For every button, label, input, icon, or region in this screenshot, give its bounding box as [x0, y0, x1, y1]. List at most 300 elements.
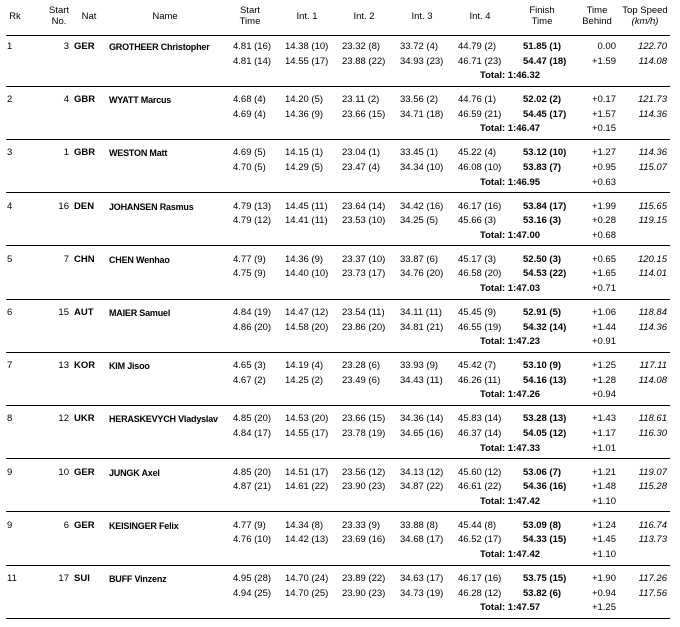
header-int1: Int. 1: [296, 11, 318, 22]
row-divider: [6, 511, 670, 512]
nation: KOR: [74, 360, 96, 372]
top-speed: 116.30: [638, 428, 667, 439]
athlete-name: WESTON Matt: [109, 148, 168, 159]
total-time: [480, 282, 576, 296]
time-behind: +1.06: [591, 307, 616, 318]
row-divider: [6, 299, 670, 300]
table-header: [0, 3, 680, 33]
top-speed: 116.74: [638, 519, 667, 531]
top-speed: 121.73: [637, 94, 667, 106]
table-row: [0, 146, 680, 160]
int4: 45.60 (12): [458, 466, 502, 478]
int3: 34.93 (23): [400, 55, 444, 67]
int4: 44.76 (1): [458, 94, 497, 106]
rank: 9: [7, 519, 13, 531]
time-behind: +1.44: [591, 321, 616, 333]
time-behind: +0.94: [591, 587, 616, 599]
table-row: [0, 519, 680, 533]
total-time: [480, 176, 576, 190]
int2: 23.88 (22): [342, 55, 386, 67]
int1: 14.45 (11): [285, 200, 328, 212]
total-label: Total:: [480, 495, 506, 507]
total-time-behind: +0.71: [591, 283, 616, 294]
table-row: [0, 321, 680, 335]
top-speed: 114.08: [638, 55, 667, 67]
table-row: [0, 93, 680, 107]
row-divider: [6, 565, 670, 566]
int4: 46.58 (20): [458, 268, 502, 280]
int3: 34.81 (21): [400, 321, 444, 333]
int1: 14.55 (17): [285, 55, 329, 67]
int4: 46.55 (19): [458, 321, 502, 333]
start-time: 4.75 (9): [233, 268, 266, 280]
start-time: 4.85 (20): [233, 466, 272, 478]
start-number: 12: [58, 413, 69, 425]
int1: 14.58 (20): [285, 321, 329, 333]
total-row: [0, 548, 680, 562]
finish-time: 53.28 (13): [523, 413, 567, 425]
start-number: 6: [63, 519, 69, 531]
int4: 44.79 (2): [458, 41, 497, 52]
total-row: [0, 229, 680, 243]
total-time: [480, 229, 576, 243]
start-time: 4.77 (9): [233, 519, 266, 531]
start-time: 4.68 (4): [233, 94, 266, 106]
total-time-behind: +1.10: [591, 495, 616, 507]
start-time: 4.69 (5): [233, 147, 266, 159]
table-row: [0, 533, 680, 547]
int3: 34.63 (17): [400, 573, 444, 584]
int1: 14.25 (2): [285, 374, 324, 386]
int1: 14.47 (12): [285, 307, 329, 318]
header-finish-line1: Finish: [529, 5, 555, 16]
int2: 23.47 (4): [342, 162, 381, 173]
header-speed-line2: (km/h): [631, 16, 659, 27]
athlete-name: BUFF Vinzenz: [109, 574, 167, 584]
top-speed: 114.08: [638, 374, 667, 386]
int4: 45.66 (3): [458, 215, 497, 227]
table-row: [0, 267, 680, 281]
rank: 3: [7, 147, 13, 159]
int3: 34.68 (17): [400, 534, 444, 546]
time-behind: +0.28: [591, 215, 616, 227]
row-divider: [6, 352, 670, 353]
athlete-name: KEISINGER Felix: [109, 520, 179, 531]
total-time: [480, 442, 576, 456]
total-time-behind: +0.91: [591, 336, 616, 348]
top-speed: 122.70: [637, 41, 667, 52]
int1: 14.70 (24): [285, 573, 329, 584]
row-divider: [6, 86, 670, 87]
table-row: [0, 40, 680, 54]
nation: GER: [74, 466, 95, 478]
total-row: [0, 442, 680, 456]
int2: 23.56 (12): [342, 466, 386, 478]
rank: 1: [7, 41, 13, 52]
header-start-time: [230, 5, 270, 27]
total-row: [0, 69, 680, 83]
int4: 46.71 (23): [458, 55, 502, 67]
total-label: Total:: [480, 283, 506, 294]
rank: 8: [7, 413, 13, 425]
int3: 33.45 (1): [400, 147, 439, 159]
finish-time: 53.09 (8): [523, 519, 562, 531]
start-number: 1: [63, 147, 69, 159]
int1: 14.36 (9): [285, 253, 324, 265]
int3: 34.76 (20): [400, 268, 444, 280]
finish-time: 54.45 (17): [523, 108, 567, 120]
int2: 23.28 (6): [342, 360, 381, 372]
table-row: [0, 466, 680, 480]
total-time-behind: +0.94: [591, 389, 616, 401]
start-time: 4.87 (21): [233, 481, 272, 493]
start-time: 4.81 (16): [233, 41, 272, 52]
athlete-name: GROTHEER Christopher: [109, 42, 210, 52]
int3: 33.88 (8): [400, 519, 439, 531]
finish-time: 54.36 (16): [523, 481, 567, 493]
header-start-no-line2: No.: [51, 16, 67, 27]
row-divider: [6, 139, 670, 140]
total-time: [480, 548, 576, 562]
int1: 14.55 (17): [285, 428, 329, 439]
header-finish-time: [520, 5, 564, 27]
int2: 23.64 (14): [342, 200, 386, 212]
header-rk: Rk: [9, 11, 21, 22]
int2: 23.90 (23): [342, 481, 386, 493]
top-speed: 115.07: [638, 162, 667, 173]
int4: 46.26 (11): [458, 374, 501, 386]
int1: 14.70 (25): [285, 587, 329, 599]
header-nat: Nat: [81, 11, 97, 22]
table-row: [0, 161, 680, 175]
top-speed: 119.15: [638, 215, 667, 227]
finish-time: 54.32 (14): [523, 321, 567, 333]
table-row: [0, 55, 680, 69]
finish-time: 53.75 (15): [523, 573, 567, 584]
total-time-behind: +0.68: [591, 229, 616, 241]
time-behind: +1.90: [591, 573, 616, 584]
int1: 14.34 (8): [285, 519, 324, 531]
total-time-behind: +0.63: [591, 176, 616, 188]
finish-time: 52.91 (5): [523, 307, 562, 318]
nation: SUI: [74, 573, 90, 584]
finish-time: 53.83 (7): [523, 162, 562, 173]
table-row: [0, 480, 680, 494]
athlete-name: JUNGK Axel: [109, 467, 160, 478]
finish-time: 52.50 (3): [523, 253, 562, 265]
header-finish-line2: Time: [531, 16, 553, 27]
int2: 23.32 (8): [342, 41, 381, 52]
total-time-behind: +1.10: [591, 549, 616, 560]
table-row: [0, 374, 680, 388]
start-time: 4.67 (2): [233, 374, 266, 386]
athlete-name: MAIER Samuel: [109, 308, 171, 318]
table-row: [0, 306, 680, 320]
header-start-time-line1: Start: [239, 5, 261, 16]
total-label: Total:: [480, 229, 506, 241]
total-value: 1:47.57: [507, 602, 541, 614]
finish-time: 52.02 (2): [523, 94, 562, 106]
total-time-behind: +1.01: [591, 442, 616, 454]
int1: 14.19 (4): [285, 360, 324, 372]
int4: 45.22 (4): [458, 147, 497, 159]
int2: 23.37 (10): [342, 253, 386, 265]
int2: 23.53 (10): [342, 215, 386, 227]
finish-time: 53.12 (10): [523, 147, 567, 159]
total-row: [0, 335, 680, 349]
total-value: 1:47.33: [507, 442, 541, 454]
header-time-behind: [576, 5, 618, 27]
total-value: 1:47.26: [507, 389, 541, 401]
finish-time: 53.16 (3): [523, 215, 562, 227]
finish-time: 53.10 (9): [523, 360, 562, 372]
int4: 46.17 (16): [458, 573, 502, 584]
int4: 45.17 (3): [458, 253, 497, 265]
rank: 4: [7, 200, 13, 212]
int4: 45.44 (8): [458, 519, 497, 531]
total-value: 1:47.42: [507, 495, 541, 507]
start-time: 4.95 (28): [233, 573, 272, 584]
finish-time: 51.85 (1): [523, 41, 562, 52]
start-time: 4.77 (9): [233, 253, 266, 265]
int2: 23.33 (9): [342, 519, 381, 531]
time-behind: +0.17: [591, 94, 616, 106]
top-speed: 118.84: [638, 307, 667, 318]
header-start-no: [44, 5, 74, 27]
int3: 34.11 (11): [400, 307, 442, 318]
int1: 14.36 (9): [285, 108, 324, 120]
int4: 46.08 (10): [458, 162, 502, 173]
nation: UKR: [74, 413, 95, 425]
time-behind: +1.24: [591, 519, 616, 531]
int2: 23.86 (20): [342, 321, 386, 333]
table-row: [0, 359, 680, 373]
start-number: 10: [58, 466, 69, 478]
int4: 45.42 (7): [458, 360, 497, 372]
total-time: [480, 388, 576, 402]
int4: 45.83 (14): [458, 413, 502, 425]
int1: 14.41 (11): [285, 215, 328, 227]
total-value: 1:46.95: [507, 176, 541, 188]
int1: 14.29 (5): [285, 162, 324, 173]
table-row: [0, 412, 680, 426]
top-speed: 114.36: [638, 147, 667, 159]
int2: 23.73 (17): [342, 268, 386, 280]
rank: 7: [7, 360, 13, 372]
finish-time: 54.33 (15): [523, 534, 567, 546]
int2: 23.89 (22): [342, 573, 386, 584]
top-speed: 114.36: [638, 321, 667, 333]
int3: 34.65 (16): [400, 428, 444, 439]
time-behind: +1.48: [591, 481, 616, 493]
start-time: 4.79 (12): [233, 215, 272, 227]
total-value: 1:46.47: [507, 123, 541, 135]
top-speed: 114.36: [638, 108, 667, 120]
time-behind: +0.65: [591, 253, 616, 265]
row-divider: [6, 192, 670, 193]
int3: 34.87 (22): [400, 481, 444, 493]
table-row: [0, 200, 680, 214]
rank: 9: [7, 466, 13, 478]
table-row: [0, 253, 680, 267]
start-time: 4.79 (13): [233, 200, 272, 212]
nation: GBR: [74, 147, 96, 159]
start-time: 4.84 (19): [233, 307, 272, 318]
rank: 5: [7, 253, 13, 265]
int2: 23.54 (11): [342, 307, 385, 318]
start-number: 3: [63, 41, 69, 52]
int1: 14.38 (10): [285, 41, 329, 52]
header-name: Name: [152, 11, 178, 22]
int3: 34.43 (11): [400, 374, 443, 386]
int3: 33.72 (4): [400, 41, 439, 52]
int2: 23.66 (15): [342, 108, 386, 120]
int1: 14.15 (1): [285, 147, 324, 159]
start-number: 15: [58, 307, 69, 318]
top-speed: 115.28: [638, 481, 667, 493]
total-value: 1:47.23: [507, 336, 541, 348]
start-time: 4.69 (4): [233, 108, 266, 120]
top-speed: 118.61: [638, 413, 667, 425]
total-label: Total:: [480, 176, 506, 188]
start-time: 4.81 (14): [233, 55, 272, 67]
table-row: [0, 587, 680, 601]
int2: 23.69 (16): [342, 534, 386, 546]
start-time: 4.70 (5): [233, 162, 266, 173]
total-time-behind: +1.25: [591, 602, 616, 614]
top-speed: 120.15: [637, 253, 667, 265]
total-time: [480, 335, 576, 349]
int2: 23.78 (19): [342, 428, 386, 439]
int4: 46.37 (14): [458, 428, 502, 439]
start-number: 7: [63, 253, 69, 265]
finish-time: 54.53 (22): [523, 268, 567, 280]
top-speed: 117.26: [638, 573, 667, 584]
athlete-name: HERASKEVYCH Vladyslav: [109, 414, 218, 425]
total-time: [480, 495, 576, 509]
nation: CHN: [74, 253, 95, 265]
header-start-time-line2: Time: [239, 16, 261, 27]
total-label: Total:: [480, 336, 506, 348]
int3: 34.25 (5): [400, 215, 439, 227]
int4: 46.59 (21): [458, 108, 502, 120]
finish-time: 53.84 (17): [523, 200, 567, 212]
top-speed: 117.11: [639, 360, 667, 372]
int3: 34.34 (10): [400, 162, 444, 173]
total-time: [480, 122, 576, 136]
total-row: [0, 282, 680, 296]
total-row: [0, 388, 680, 402]
header-start-no-line1: Start: [48, 5, 70, 16]
int3: 33.87 (6): [400, 253, 439, 265]
total-value: 1:46.32: [507, 70, 541, 82]
nation: DEN: [74, 200, 95, 212]
total-label: Total:: [480, 549, 506, 560]
int1: 14.40 (10): [285, 268, 329, 280]
int2: 23.11 (2): [342, 94, 380, 106]
athlete-name: CHEN Wenhao: [109, 254, 170, 265]
header-divider: [6, 35, 670, 36]
table-row: [0, 214, 680, 228]
time-behind: +1.28: [591, 374, 616, 386]
finish-time: 54.47 (18): [523, 55, 567, 67]
top-speed: 119.07: [638, 466, 667, 478]
start-number: 4: [63, 94, 69, 106]
start-number: 17: [58, 573, 69, 584]
finish-time: 53.82 (6): [523, 587, 562, 599]
nation: GER: [74, 519, 95, 531]
rank: 2: [7, 94, 13, 106]
nation: GER: [74, 41, 95, 52]
int3: 34.73 (19): [400, 587, 444, 599]
int3: 33.93 (9): [400, 360, 439, 372]
athlete-name: JOHANSEN Rasmus: [109, 201, 194, 212]
row-divider: [6, 618, 670, 619]
table-row: [0, 427, 680, 441]
time-behind: +1.17: [591, 428, 616, 439]
total-label: Total:: [480, 602, 506, 614]
int2: 23.04 (1): [342, 147, 381, 159]
int4: 46.52 (17): [458, 534, 502, 546]
start-time: 4.94 (25): [233, 587, 272, 599]
nation: GBR: [74, 94, 96, 106]
int1: 14.42 (13): [285, 534, 329, 546]
time-behind: +1.65: [591, 268, 616, 280]
total-label: Total:: [480, 123, 506, 135]
table-row: [0, 108, 680, 122]
time-behind: 0.00: [597, 41, 616, 52]
total-value: 1:47.42: [507, 549, 541, 560]
start-time: 4.65 (3): [233, 360, 266, 372]
header-behind-line1: Time: [586, 5, 608, 16]
rank: 6: [7, 307, 13, 318]
finish-time: 54.16 (13): [523, 374, 567, 386]
header-int2: Int. 2: [353, 11, 375, 22]
rank: 11: [7, 573, 17, 584]
time-behind: +1.59: [591, 55, 616, 67]
total-value: 1:47.00: [507, 229, 541, 241]
total-value: 1:47.03: [507, 283, 541, 294]
time-behind: +1.21: [591, 466, 616, 478]
top-speed: 113.73: [638, 534, 667, 546]
total-label: Total:: [480, 442, 506, 454]
total-label: Total:: [480, 70, 506, 82]
time-behind: +1.25: [591, 360, 616, 372]
start-time: 4.84 (17): [233, 428, 272, 439]
header-top-speed: [618, 5, 672, 27]
row-divider: [6, 405, 670, 406]
int3: 34.36 (14): [400, 413, 444, 425]
header-speed-line1: Top Speed: [622, 5, 668, 16]
header-int4: Int. 4: [469, 11, 491, 22]
int3: 33.56 (2): [400, 94, 439, 106]
int4: 46.61 (22): [458, 481, 502, 493]
int2: 23.90 (23): [342, 587, 386, 599]
total-time: [480, 69, 576, 83]
start-time: 4.85 (20): [233, 413, 272, 425]
athlete-name: KIM Jisoo: [109, 361, 150, 372]
int4: 46.17 (16): [458, 200, 502, 212]
total-row: [0, 122, 680, 136]
int3: 34.42 (16): [400, 200, 444, 212]
time-behind: +1.45: [591, 534, 616, 546]
row-divider: [6, 245, 670, 246]
finish-time: 53.06 (7): [523, 466, 562, 478]
athlete-name: WYATT Marcus: [109, 95, 172, 106]
total-row: [0, 495, 680, 509]
nation: AUT: [74, 307, 94, 318]
top-speed: 115.65: [638, 200, 667, 212]
